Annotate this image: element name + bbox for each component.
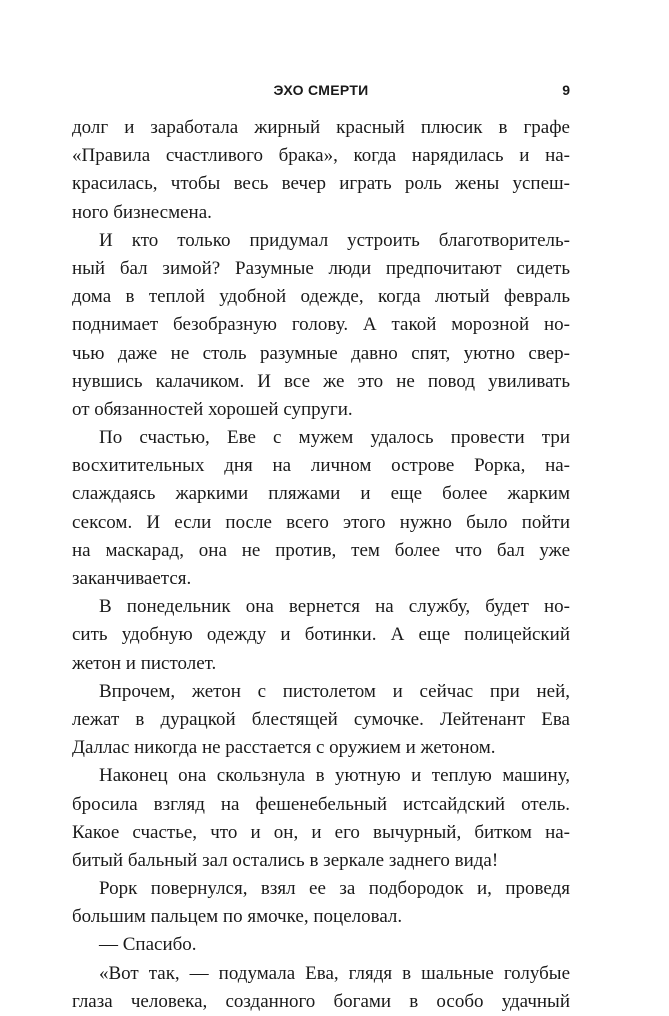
- text-line: Какое счастье, что и он, и его вычурный, битком на-: [72, 821, 570, 843]
- text-line: Рорк повернулся, взял ее за подбородок и, проведя: [99, 878, 570, 900]
- text-line: ного бизнесмена.: [72, 201, 212, 223]
- text-line: заканчивается.: [72, 568, 192, 589]
- text-line: В понедельник она вернется на службу, будет но-: [99, 596, 570, 618]
- text-line: Впрочем, жетон с пистолетом и сейчас при ней,: [99, 680, 570, 702]
- text-line: поднимает безобразную голову. А такой морозной но-: [72, 314, 570, 336]
- text-line: Наконец она скользнула в уютную и теплую машину,: [99, 765, 570, 787]
- text-line: восхитительных дня на личном острове Рорка, на-: [72, 455, 570, 477]
- text-line: красилась, чтобы весь вечер играть роль жены успеш-: [72, 173, 570, 195]
- text-line: нувшись калачиком. И все же это не повод увиливать: [72, 370, 570, 392]
- text-line: «Вот так, — подумала Ева, глядя в шальные голубые: [99, 962, 570, 984]
- text-line: бросила взгляд на фешенебельный истсайдский отель.: [72, 793, 570, 815]
- text-line: долг и заработала жирный красный плюсик в графе: [72, 117, 570, 138]
- text-line: жетон и пистолет.: [72, 652, 217, 674]
- text-line: лежат в дурацкой блестящей сумочке. Лейтенант Ева: [72, 708, 570, 730]
- text-line: битый бальный зал остались в зеркале заднего вида!: [72, 849, 499, 871]
- text-line: сексом. И если после всего этого нужно было пойти: [72, 511, 570, 533]
- body-text: [72, 114, 570, 1016]
- text-line: — Спасибо.: [99, 934, 197, 956]
- text-line: дома в теплой удобной одежде, когда лютый февраль: [72, 286, 570, 308]
- text-line: глаза человека, созданного богами в особо удачный: [72, 990, 570, 1012]
- text-line: По счастью, Еве с мужем удалось провести три: [99, 427, 570, 449]
- text-line: сить удобную одежду и ботинки. А еще полицейский: [72, 624, 570, 646]
- text-line: Даллас никогда не расстается с оружием и жетоном.: [72, 737, 496, 759]
- text-line: большим пальцем по ямочке, поцеловал.: [72, 906, 403, 928]
- text-line: чью даже не столь разумные давно спят, уютно свер-: [72, 342, 570, 364]
- text-line: слаждаясь жаркими пляжами и еще более жарким: [72, 483, 570, 505]
- page-number: 9: [562, 82, 570, 98]
- text-line: ный бал зимой? Разумные люди предпочитают сидеть: [72, 257, 570, 279]
- running-header: [72, 80, 570, 100]
- text-line: от обязанностей хорошей супруги.: [72, 398, 353, 420]
- text-line: «Правила счастливого брака», когда нарядилась и на-: [72, 145, 570, 167]
- text-line: на маскарад, она не против, тем более что бал уже: [72, 539, 570, 561]
- running-title: ЭХО СМЕРТИ: [273, 82, 369, 98]
- text-line: И кто только придумал устроить благотворитель-: [99, 229, 570, 251]
